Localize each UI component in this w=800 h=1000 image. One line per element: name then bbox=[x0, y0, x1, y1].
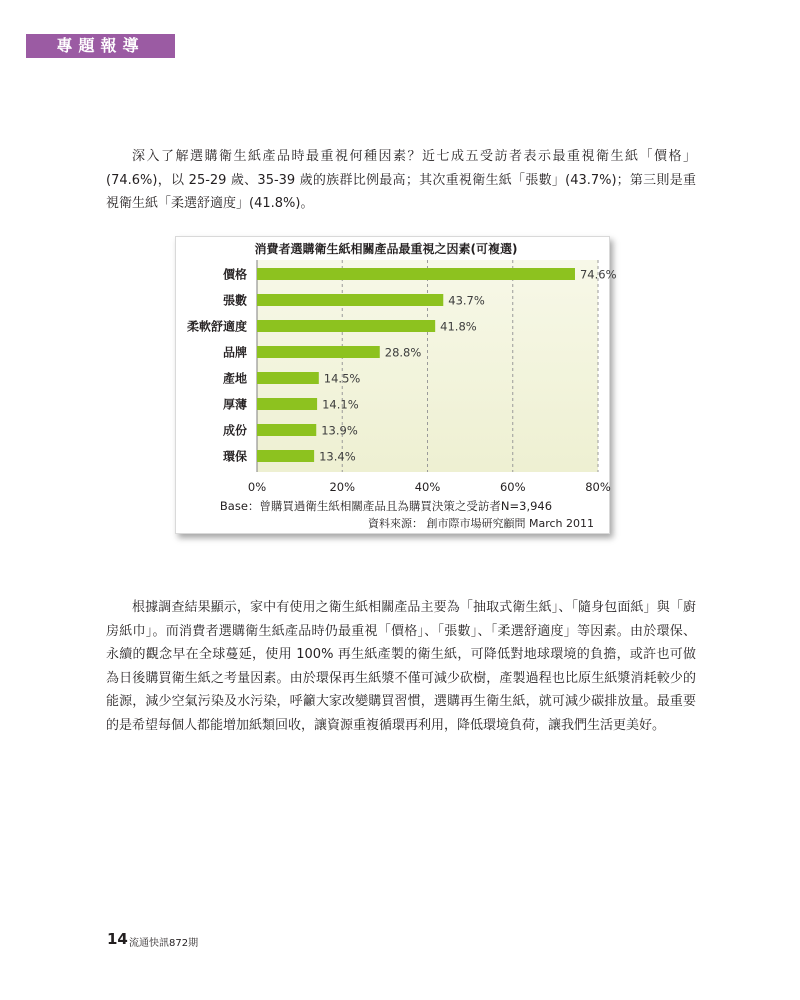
data-label: 13.4% bbox=[319, 449, 356, 464]
bar bbox=[257, 372, 319, 384]
x-tick-label: 80% bbox=[585, 480, 611, 494]
category-label: 張數 bbox=[222, 293, 247, 308]
section-tag: 專題報導 bbox=[26, 34, 175, 58]
bar bbox=[257, 424, 316, 436]
data-label: 13.9% bbox=[321, 423, 358, 438]
data-label: 14.5% bbox=[323, 371, 361, 386]
x-tick-label: 40% bbox=[414, 480, 441, 494]
bar bbox=[257, 268, 575, 280]
page-number: 14 bbox=[107, 930, 128, 948]
bar bbox=[257, 398, 317, 410]
category-label: 價格 bbox=[222, 267, 247, 282]
bar bbox=[257, 320, 435, 332]
bar bbox=[257, 294, 443, 306]
bar bbox=[257, 346, 380, 358]
data-label: 28.8% bbox=[384, 345, 422, 360]
category-label: 成份 bbox=[222, 423, 247, 438]
data-label: 41.8% bbox=[440, 319, 477, 334]
category-label: 柔軟舒適度 bbox=[186, 319, 247, 334]
bar-chart bbox=[175, 236, 617, 534]
data-label: 43.7% bbox=[448, 293, 485, 308]
x-tick-label: 60% bbox=[499, 480, 526, 494]
intro-paragraph: 深入了解選購衛生紙產品時最重視何種因素？近七成五受訪者表示最重視衛生紙「價格」(74.6%)，以 25-29 歲、35-39 歲的族群比例最高；其次重視衛生紙「張數」(43.7%)；第三則是重視衛生紙「柔選舒適度」(41.8%)。 bbox=[106, 149, 696, 211]
chart-title: 消費者選購衛生紙相關產品最重視之因素(可複選) bbox=[254, 242, 518, 256]
x-tick-label: 20% bbox=[329, 480, 356, 494]
chart-svg bbox=[176, 237, 617, 533]
category-label: 產地 bbox=[222, 371, 247, 386]
x-tick-label: 0% bbox=[247, 480, 267, 494]
data-label: 14.1% bbox=[322, 397, 359, 412]
category-label: 品牌 bbox=[222, 345, 247, 360]
chart-base-note: Base：曾購買過衛生紙相關產品且為購買決策之受訪者N=3,946 bbox=[219, 499, 553, 513]
magazine-issue: 流通快訊872期 bbox=[129, 938, 199, 949]
bar bbox=[257, 450, 314, 462]
category-label: 環保 bbox=[222, 449, 247, 464]
category-label: 厚薄 bbox=[222, 397, 247, 412]
conclusion-paragraph: 根據調查結果顯示，家中有使用之衛生紙相關產品主要為「抽取式衛生紙」、「隨身包面紙」與「廚房紙巾」。而消費者選購衛生紙產品時仍最重視「價格」、「張數」、「柔選舒適度」等因素。由於環保、永續的觀念早在全球蔓延，使用 100% 再生紙產製的衛生紙，可降低對地球環境的負擔，或許也可做為日後購買衛生紙之考量因素。由於環保再生紙漿不僅可減少砍樹，產製過程也比原生紙漿消耗較少的能源，減少空氣污染及水污染，呼籲大家改變購買習慣，選購再生衛生紙，就可減少碳排放量。最重要的是希望每個人都能增加紙類回收，讓資源重複循環再利用，降低環境負荷，讓我們生活更美好。 bbox=[106, 600, 696, 733]
chart-source-note: 資料來源： 創市際市場研究顧問 March 2011 bbox=[367, 517, 594, 530]
data-label: 74.6% bbox=[579, 267, 617, 282]
